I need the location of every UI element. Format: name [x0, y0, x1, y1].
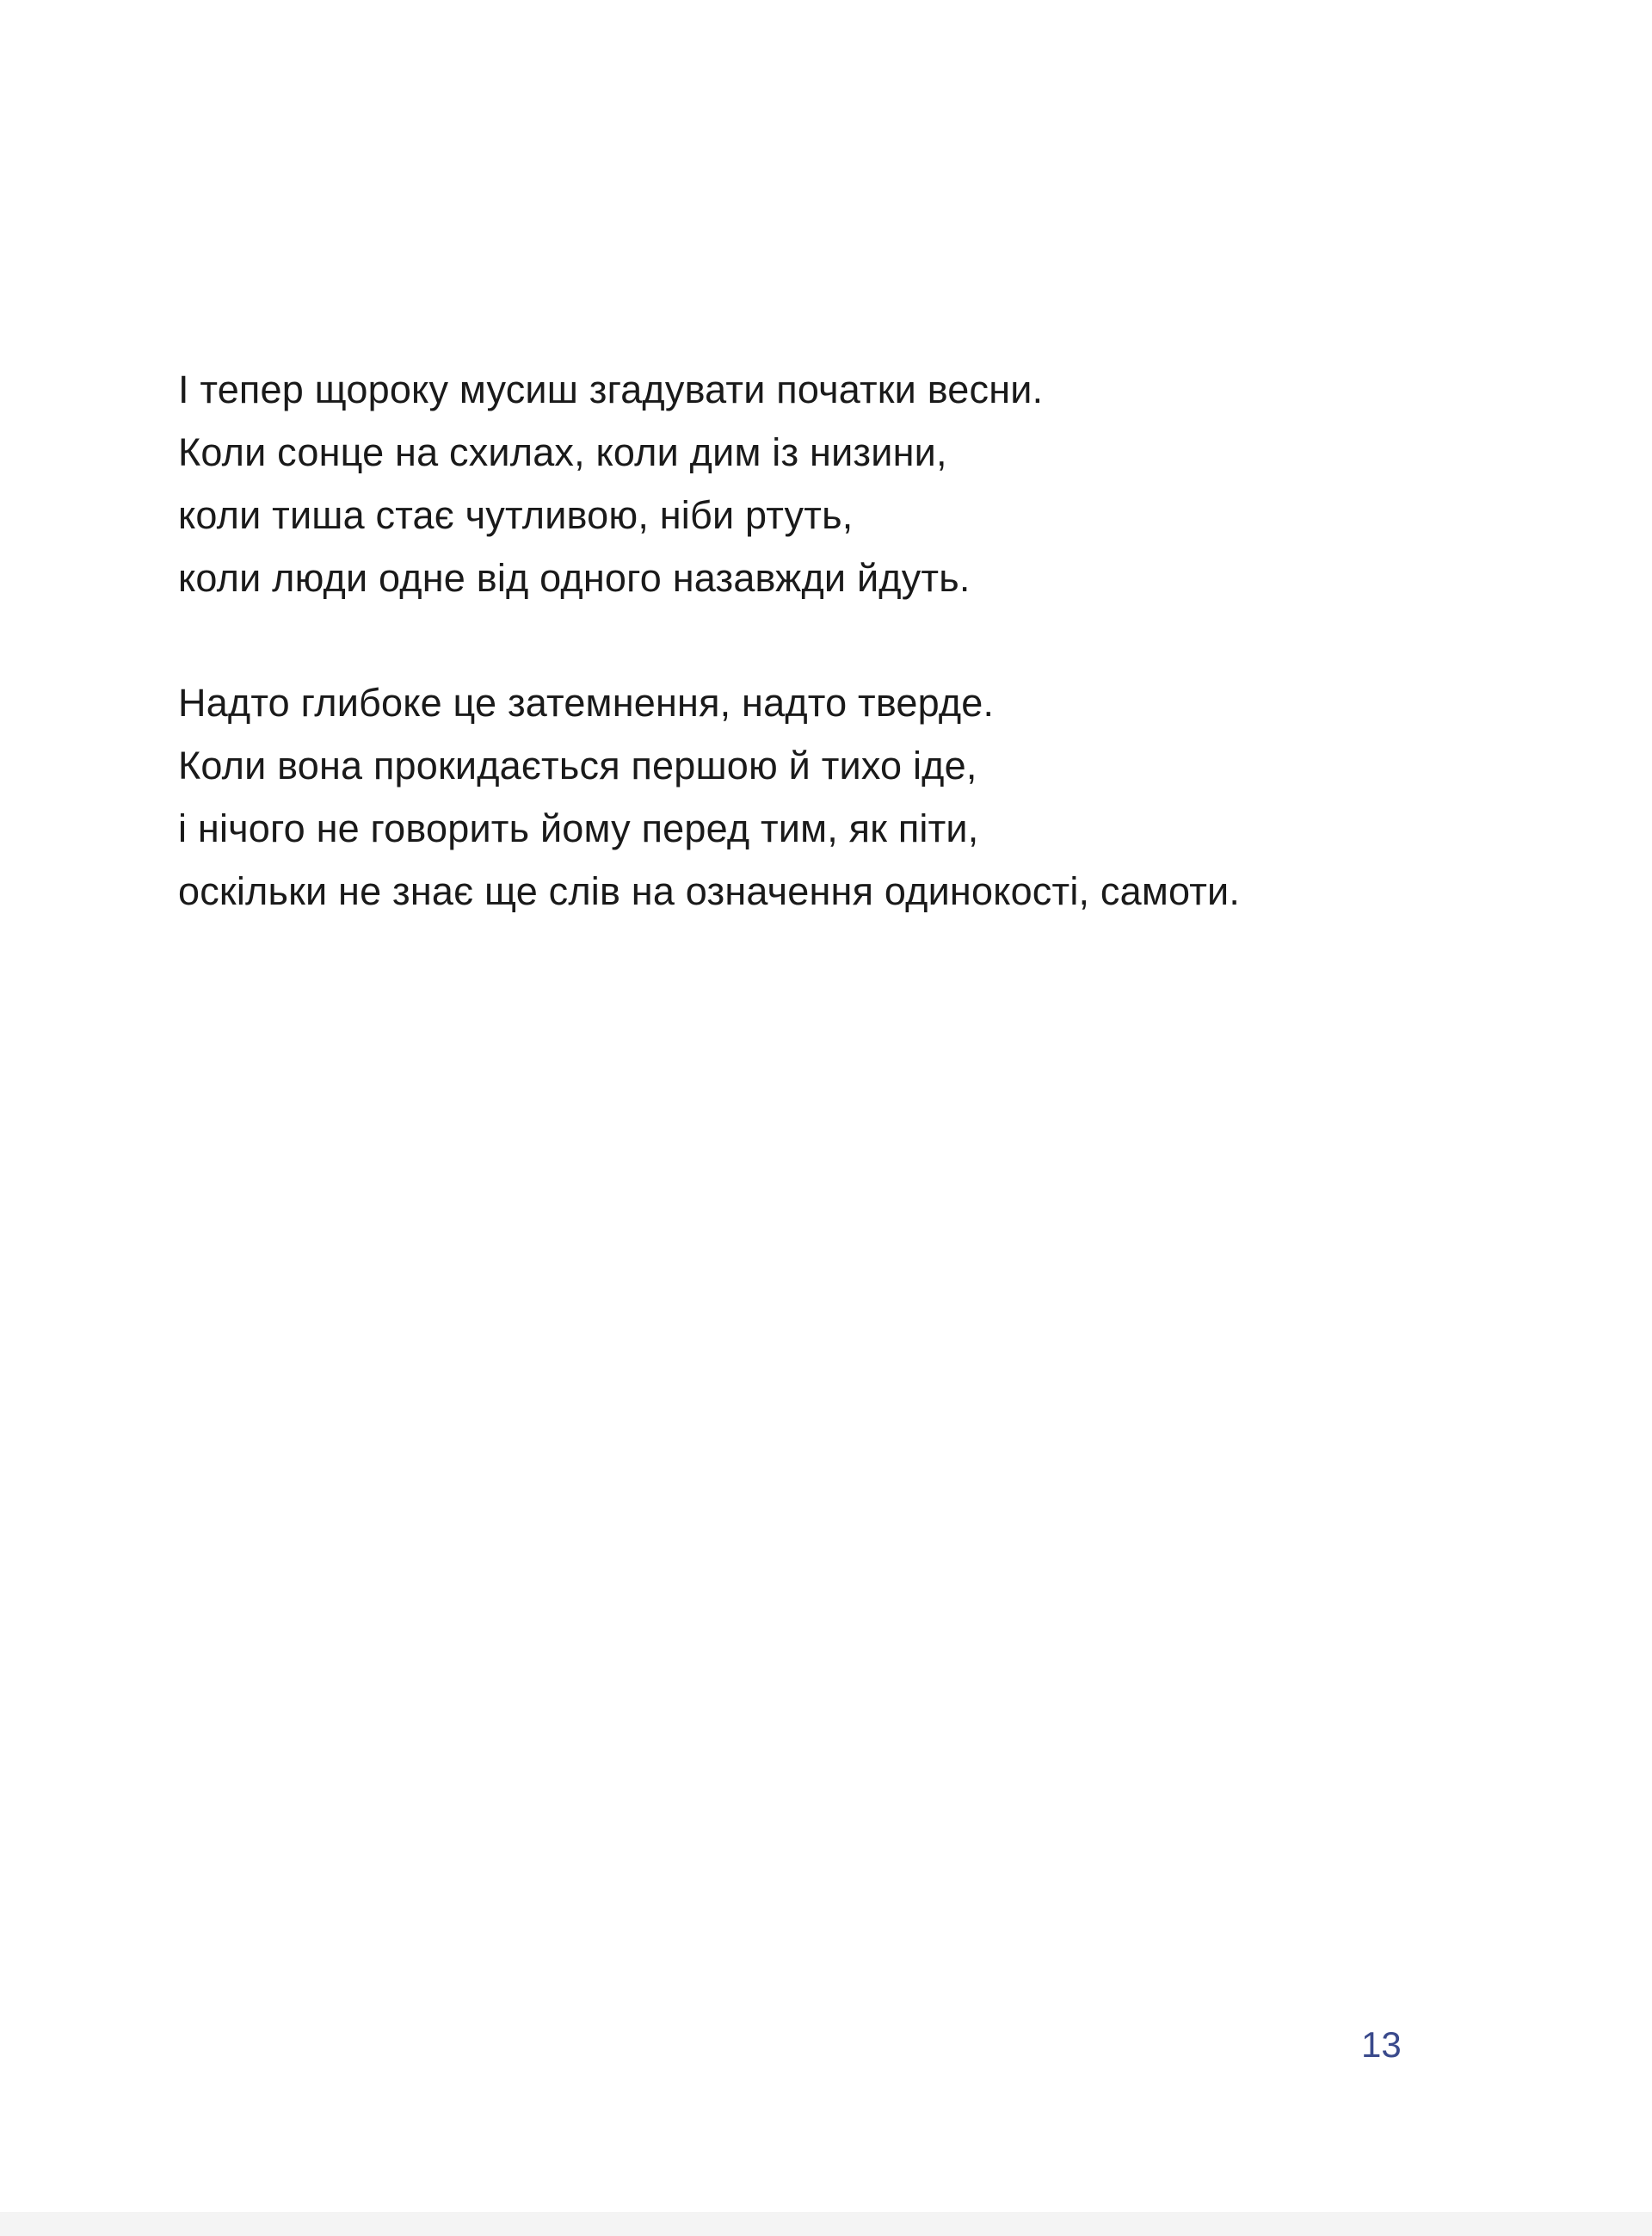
poem-line: коли тиша стає чутливою, ніби ртуть, — [178, 493, 854, 537]
poem-line: Коли сонце на схилах, коли дим із низини, — [178, 430, 947, 474]
poem-line: Коли вона прокидається першою й тихо іде, — [178, 744, 977, 788]
page-bottom-edge — [0, 2212, 1652, 2236]
poem-line: оскільки не знає ще слів на означення одинокості, самоти. — [178, 869, 1241, 913]
poem-line: і нічого не говорить йому перед тим, як піти, — [178, 806, 979, 850]
poem-line: І тепер щороку мусиш згадувати початки весни. — [178, 368, 1044, 411]
poem-line: коли люди одне від одного назавжди йдуть. — [178, 556, 971, 600]
poem-stanza-2 — [178, 671, 1240, 923]
poem-stanza-1 — [178, 358, 1043, 609]
page-number: 13 — [1361, 2024, 1402, 2065]
poem-line: Надто глибоке це затемнення, надто тверде. — [178, 681, 995, 725]
